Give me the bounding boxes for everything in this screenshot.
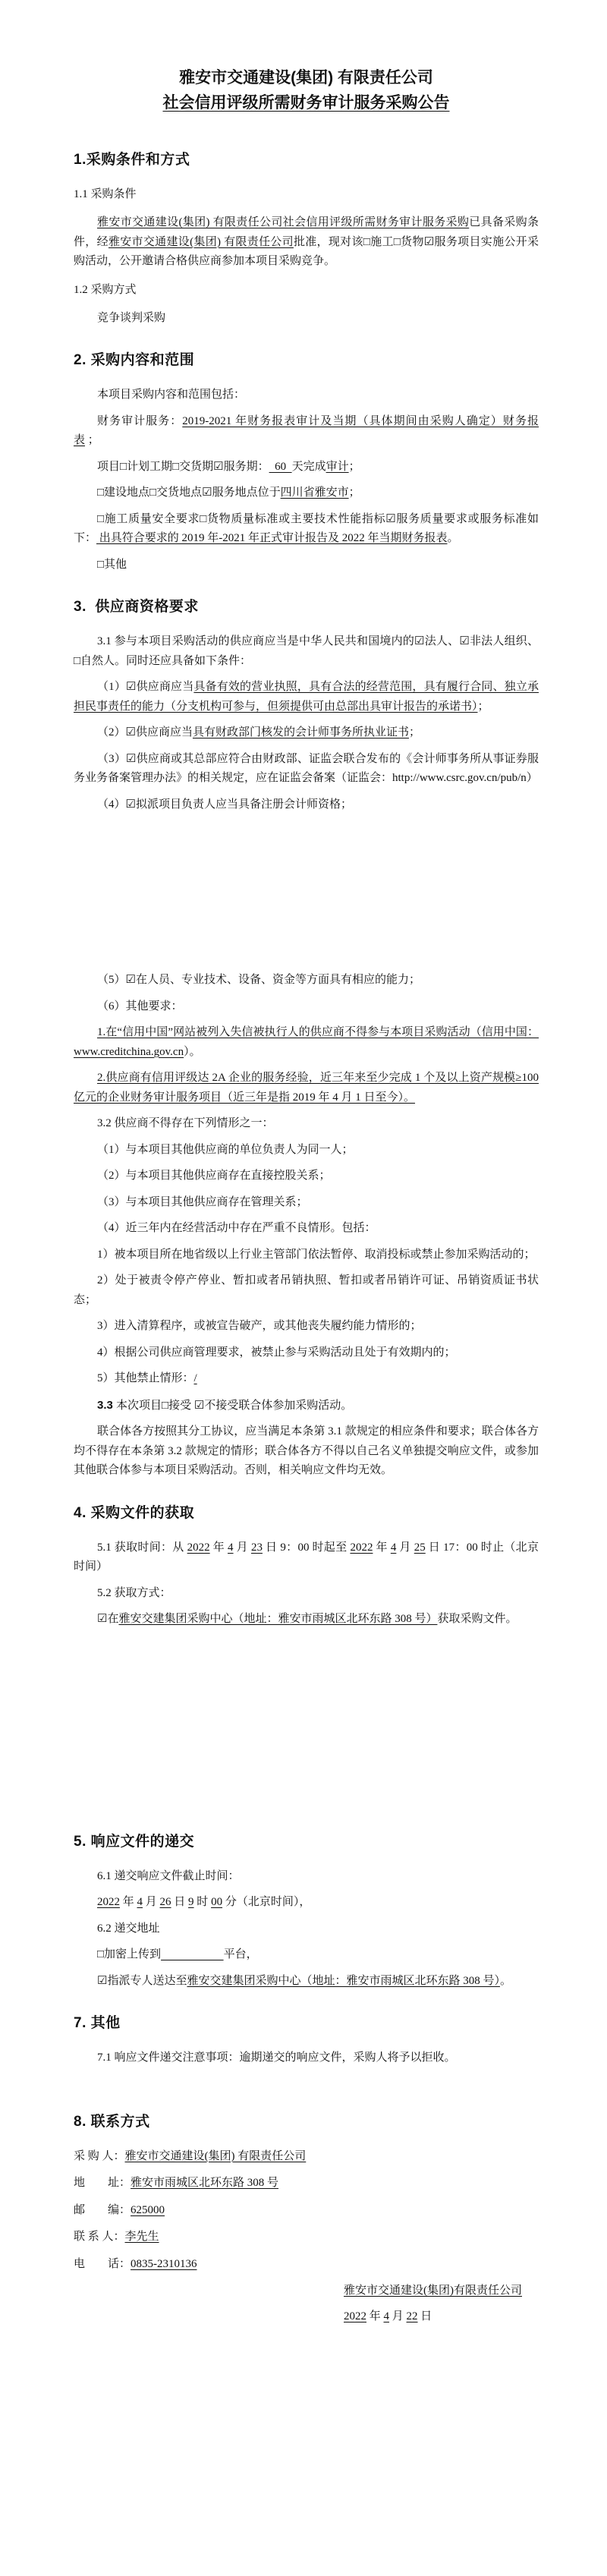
text-segment: 李先生 — [124, 2231, 159, 2243]
text-segment: 电 话： — [74, 2257, 131, 2270]
title-line-1: 雅安市交通建设(集团) 有限责任公司 — [179, 69, 433, 87]
text-segment: □加密上传到 — [97, 1948, 162, 1960]
paragraph — [74, 1193, 539, 1213]
text-segment — [161, 1948, 224, 1960]
paragraph — [74, 1945, 539, 1965]
text-segment: 批准，现对该□施工□货物☑服务项目实施公开采购活动，公开邀请合格供应商参加本项目采购竞争。 — [74, 235, 539, 267]
text-segment: 0835-2310136 — [131, 2257, 197, 2270]
paragraph — [74, 458, 539, 477]
paragraph — [74, 678, 539, 716]
signature-date — [344, 2307, 539, 2326]
text-segment: □其他 — [97, 558, 127, 571]
paragraph — [74, 1317, 539, 1337]
text-segment: ； — [477, 700, 489, 713]
text-segment: 23 — [250, 1541, 263, 1554]
text-segment: 分（北京时间）， — [222, 1896, 311, 1908]
paragraph — [74, 971, 539, 990]
contact-line-contact-person — [74, 2228, 539, 2247]
paragraph — [74, 1167, 539, 1186]
text-segment: ☑指派专人送达至 — [97, 1974, 187, 1987]
text-segment: 邮 编： — [74, 2203, 131, 2216]
text-segment: 6.2 递交地址 — [97, 1922, 160, 1935]
text-segment: 22 — [406, 2310, 418, 2322]
text-segment: 获取采购文件。 — [437, 1613, 517, 1625]
text-segment: 天完成 — [291, 460, 326, 473]
paragraph — [74, 1343, 539, 1363]
paragraph — [74, 723, 539, 743]
section-heading-5: 5. 响应文件的递交 — [74, 1833, 195, 1850]
paragraph — [74, 1972, 539, 1992]
text-segment: 26 — [159, 1896, 171, 1908]
text-segment: （2）☑供应商应当 — [97, 726, 193, 738]
text-segment: （3）与本项目其他供应商存在管理关系； — [97, 1195, 308, 1208]
text-segment: 联合体各方按照其分工协议，应当满足本条第 3.1 款规定的相应条件和要求；联合体各方均不得存在本条第 3.2 款规定的情形；联合体各方不得以自己名义单独提交响应文件，或参加其他联合体参与本项目采购活动。否则，相关响应文件均无效。 — [74, 1425, 539, 1476]
text-segment: / — [193, 1372, 197, 1384]
text-segment: 雅安交建集团采购中心（地址：雅安市雨城区北环东路 308 号） — [187, 1974, 500, 1987]
page-break-gap-2 — [74, 1636, 539, 1809]
text-segment: （5）☑在人员、专业技术、设备、资金等方面具有相应的能力； — [97, 974, 420, 986]
text-segment: 2022 — [187, 1541, 210, 1554]
text-segment: 雅安市交通建设(集团) 有限责任公司 — [124, 2149, 307, 2162]
paragraph — [74, 386, 539, 405]
page-break-gap-1 — [74, 821, 539, 964]
text-segment: □建设地点□交货地点☑服务地点位于 — [97, 487, 281, 499]
text-segment: 具有财政部门核发的会计师事务所执业证书 — [192, 726, 409, 738]
paragraph — [74, 1023, 539, 1062]
text-segment: 5.2 获取方式： — [97, 1586, 171, 1599]
paragraph — [74, 1867, 539, 1887]
text-segment: ； — [348, 460, 360, 473]
clause-1-1: 1.1 采购条件 — [74, 188, 137, 200]
paragraph — [74, 213, 539, 272]
contact-line-address — [74, 2174, 539, 2193]
text-segment: （4）近三年内在经营活动中存在严重不良情形。包括： — [97, 1222, 376, 1234]
text-segment: 年 — [366, 2310, 384, 2322]
paragraph — [74, 1893, 539, 1913]
paragraph — [74, 1584, 539, 1604]
text-segment: 月 — [143, 1896, 160, 1908]
text-segment: 联 系 人： — [74, 2231, 125, 2243]
paragraph — [74, 795, 539, 815]
text-segment: 60 — [269, 460, 292, 473]
text-segment: 日 — [171, 1896, 189, 1908]
text-segment: 雅安市交通建设(集团)有限责任公司 — [344, 2285, 522, 2297]
text-segment: 雅安市雨城区北环东路 308 号 — [131, 2177, 279, 2189]
text-segment: 年 — [373, 1541, 391, 1554]
text-segment: 4 — [383, 2310, 390, 2322]
text-segment: 雅安交建集团采购中心（地址：雅安市雨城区北环东路 308 号） — [118, 1613, 438, 1625]
text-segment: 日 9：00 时起至 — [262, 1541, 351, 1554]
text-segment: （1）与本项目其他供应商的单位负责人为同一人； — [97, 1143, 354, 1156]
section-heading-7: 7. 其他 — [74, 2015, 121, 2031]
text-segment: 1.在“信用中国”网站被列入失信被执行人的供应商不得参与本项目采购活动（信用中国：www.creditchina.gov.cn — [74, 1026, 539, 1058]
text-segment: 审计 — [326, 460, 349, 473]
paragraph — [74, 997, 539, 1017]
text-segment: 雅安市交通建设(集团) 有限责任公司 — [108, 235, 294, 248]
text-segment: 日 17：00 时止（北京时间） — [74, 1541, 539, 1573]
paragraph — [74, 1538, 539, 1577]
paragraph — [74, 483, 539, 503]
text-segment: 3.1 参与本项目采购活动的供应商应当是中华人民共和国境内的☑法人、☑非法人组织、□自然人。同时还应具备如下条件： — [74, 635, 539, 667]
text-segment: （3）☑供应商或其总部应符合由财政部、证监会联合发布的《会计师事务所从事证券服务业务备案管理办法》的相关规定，应在证监会备案（证监会：http://www.csrc.gov.cn/pub/n） — [74, 752, 539, 784]
paragraph — [74, 1919, 539, 1939]
text-segment: 5.1 获取时间：从 — [97, 1541, 187, 1554]
paragraph — [74, 1069, 539, 1107]
text-segment: 4 — [137, 1896, 143, 1908]
text-segment: 25 — [414, 1541, 426, 1554]
text-segment: （2）与本项目其他供应商存在直接控股关系； — [97, 1170, 331, 1182]
text-segment: 本项目采购内容和范围包括： — [97, 389, 246, 401]
paragraph — [74, 309, 539, 329]
text-segment: 时 — [193, 1896, 212, 1908]
paragraph — [74, 510, 539, 549]
paragraph — [74, 556, 539, 575]
text-segment: 2022 — [344, 2310, 366, 2322]
paragraph — [74, 1271, 539, 1310]
text-segment: 625000 — [131, 2203, 165, 2216]
clause-1-2: 1.2 采购方式 — [74, 283, 137, 296]
contact-line-phone — [74, 2255, 539, 2274]
text-segment: 月 — [389, 2310, 407, 2322]
text-segment: 月 — [396, 1541, 414, 1554]
text-segment: ）。 — [184, 1045, 201, 1058]
text-segment: 4 — [228, 1541, 234, 1554]
paragraph — [74, 750, 539, 789]
text-segment: 3.3 — [97, 1398, 117, 1412]
text-segment: 月 — [233, 1541, 251, 1554]
text-segment: 9 — [188, 1896, 194, 1908]
text-segment: 2022 — [350, 1541, 373, 1554]
text-segment: 5）其他禁止情形： — [97, 1372, 194, 1384]
text-segment: 四川省雅安市 — [280, 487, 349, 499]
contact-line-postcode — [74, 2201, 539, 2220]
paragraph — [74, 1114, 539, 1134]
text-segment: 7.1 响应文件递交注意事项：逾期递交的响应文件，采购人将予以拒收。 — [97, 2052, 456, 2064]
text-segment: 雅安市交通建设(集团) 有限责任公司社会信用评级所需财务审计服务采购 — [97, 216, 470, 228]
text-segment: ； — [85, 434, 99, 446]
text-segment: 具备有效的营业执照，具有合法的经营范围，具有履行合同、独立承担民事责任的能力（分支机构可参与，但须提供可由总部出具审计报告的承诺书） — [74, 681, 539, 713]
paragraph — [74, 1245, 539, 1265]
text-segment: 2019-2021 年财务报表审计及当期（具体期间由采购人确定）财务报表 — [74, 414, 539, 446]
text-segment: 平台， — [223, 1948, 258, 1960]
text-segment: 4）根据公司供应商管理要求，被禁止参与采购活动且处于有效期内的； — [97, 1346, 456, 1359]
text-segment: ； — [348, 487, 360, 499]
text-segment: 3）进入清算程序，或被宣告破产，或其他丧失履约能力情形的； — [97, 1320, 422, 1332]
text-segment: 竞争谈判采购 — [97, 311, 166, 324]
text-segment: 地 址： — [74, 2177, 131, 2189]
paragraph — [74, 1219, 539, 1239]
paragraph — [74, 1396, 539, 1416]
text-segment: 。 — [447, 532, 459, 544]
text-segment: 日 — [417, 2310, 432, 2322]
title-line-2-text: 社会信用评级所需财务审计服务采购公告 — [162, 94, 450, 112]
text-segment: （4）☑拟派项目负责人应当具备注册会计师资格； — [97, 798, 352, 811]
paragraph — [74, 1141, 539, 1160]
text-segment: 4 — [390, 1541, 397, 1554]
text-segment: 本次项目□接受 ☑不接受联合体参加采购活动。 — [116, 1399, 353, 1412]
section-heading-4: 4. 采购文件的获取 — [74, 1504, 195, 1521]
text-segment: □施工质量安全要求□货物质量标准或主要技术性能指标☑服务质量要求或服务标准如下： — [74, 512, 539, 544]
text-segment: 1）被本项目所在地省级以上行业主管部门依法暂停、取消投标或禁止参加采购活动的； — [97, 1248, 536, 1261]
contact-line-purchaser — [74, 2147, 539, 2166]
text-segment: 已具备采购条件，经 — [74, 216, 539, 248]
title-line-2 — [74, 90, 539, 115]
section-heading-1: 1.采购条件和方式 — [74, 152, 190, 168]
text-segment: 3.2 供应商不得存在下列情形之一： — [97, 1117, 274, 1129]
section-heading-8: 8. 联系方式 — [74, 2113, 150, 2130]
text-segment: 年 — [209, 1541, 228, 1554]
signature-block — [344, 2282, 539, 2326]
paragraph — [74, 412, 539, 451]
text-segment: 年 — [120, 1896, 137, 1908]
text-segment: 00 — [211, 1896, 223, 1908]
text-segment: 出具符合要求的 2019 年-2021 年正式审计报告及 2022 年当期财务报表 — [96, 532, 448, 544]
text-segment: （6）其他要求： — [97, 1000, 183, 1012]
text-segment: 采 购 人： — [74, 2149, 125, 2162]
section-heading-2: 2. 采购内容和范围 — [74, 352, 195, 368]
paragraph — [74, 2049, 539, 2068]
text-segment: 财务审计服务： — [97, 414, 183, 427]
section-heading-3: 3. 供应商资格要求 — [74, 599, 199, 615]
text-segment: 2022 — [97, 1896, 120, 1908]
text-segment: 2.供应商有信用评级达 2A 企业的服务经验，近三年来至少完成 1 个及以上资产规模≥100 亿元的企业财务审计服务项目（近三年是指 2019 年 4 月 1 日至今）。 — [74, 1072, 539, 1104]
text-segment: ☑在 — [97, 1613, 119, 1625]
text-segment: ； — [408, 726, 420, 738]
text-segment: 。 — [499, 1974, 511, 1987]
signature-company — [344, 2282, 539, 2300]
text-segment: （1）☑供应商应当 — [97, 681, 194, 693]
paragraph — [74, 1369, 539, 1389]
paragraph — [74, 1422, 539, 1481]
paragraph — [74, 632, 539, 671]
paragraph — [74, 1610, 539, 1630]
text-segment: 2）处于被责令停产停业、暂扣或者吊销执照、暂扣或者吊销许可证、吊销资质证书状态； — [74, 1274, 539, 1306]
text-segment: 项目□计划工期□交货期☑服务期： — [97, 460, 269, 473]
text-segment: 6.1 递交响应文件截止时间： — [97, 1869, 240, 1882]
